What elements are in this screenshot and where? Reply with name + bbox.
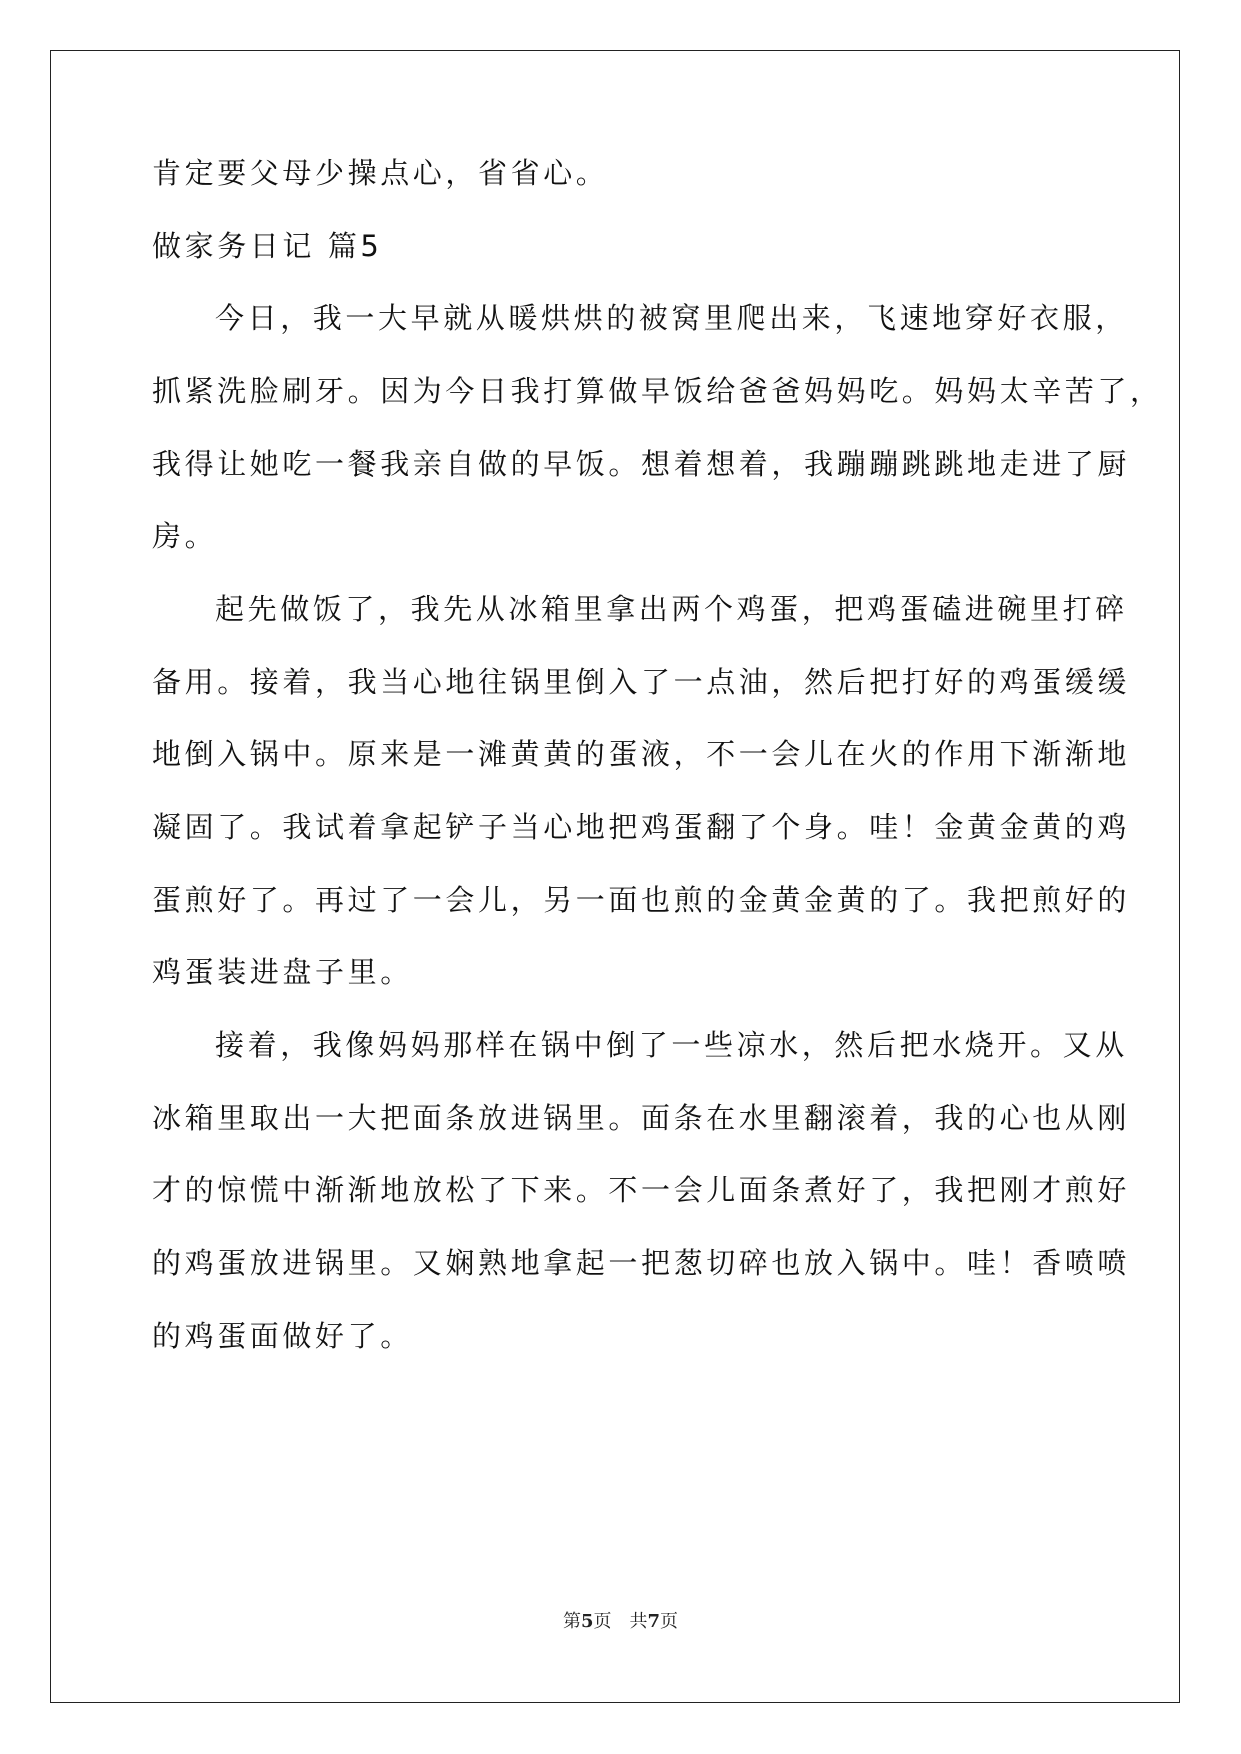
- footer-page-suffix: 页: [593, 1611, 612, 1632]
- paragraph-line: 凝固了。我试着拿起铲子当心地把鸡蛋翻了个身。哇！金黄金黄的鸡: [152, 810, 1131, 844]
- footer-total-pages: 7: [647, 1611, 661, 1632]
- footer-page-number: 5: [580, 1611, 594, 1632]
- paragraph-line: 地倒入锅中。原来是一滩黄黄的蛋液，不一会儿在火的作用下渐渐地: [152, 737, 1131, 771]
- paragraph-line: 肯定要父母少操点心，省省心。: [152, 156, 609, 190]
- paragraph-line: 接着，我像妈妈那样在锅中倒了一些凉水，然后把水烧开。又从: [215, 1028, 1128, 1062]
- paragraph-line: 我得让她吃一餐我亲自做的早饭。想着想着，我蹦蹦跳跳地走进了厨: [152, 447, 1131, 481]
- paragraph-line: 房。: [152, 519, 218, 553]
- section-heading: 做家务日记 篇5: [152, 229, 383, 263]
- paragraph-line: 的鸡蛋放进锅里。又娴熟地拿起一把葱切碎也放入锅中。哇！香喷喷: [152, 1246, 1131, 1280]
- footer-total-prefix: 共: [629, 1611, 648, 1632]
- paragraph-line: 冰箱里取出一大把面条放进锅里。面条在水里翻滚着，我的心也从刚: [152, 1101, 1131, 1135]
- paragraph-line: 的鸡蛋面做好了。: [152, 1319, 413, 1353]
- paragraph-line: 鸡蛋装进盘子里。: [152, 955, 413, 989]
- paragraph-line: 蛋煎好了。再过了一会儿，另一面也煎的金黄金黄的了。我把煎好的: [152, 883, 1131, 917]
- paragraph-line: 今日，我一大早就从暖烘烘的被窝里爬出来，飞速地穿好衣服，: [215, 301, 1128, 335]
- paragraph-line: 抓紧洗脸刷牙。因为今日我打算做早饭给爸爸妈妈吃。妈妈太辛苦了，: [152, 374, 1163, 408]
- paragraph-line: 备用。接着，我当心地往锅里倒入了一点油，然后把打好的鸡蛋缓缓: [152, 665, 1131, 699]
- footer-prefix: 第: [562, 1611, 581, 1632]
- paragraph-line: 起先做饭了，我先从冰箱里拿出两个鸡蛋，把鸡蛋磕进碗里打碎: [215, 592, 1128, 626]
- page-footer: [0, 1610, 1241, 1634]
- footer-total-suffix: 页: [660, 1611, 679, 1632]
- paragraph-line: 才的惊慌中渐渐地放松了下来。不一会儿面条煮好了，我把刚才煎好: [152, 1173, 1131, 1207]
